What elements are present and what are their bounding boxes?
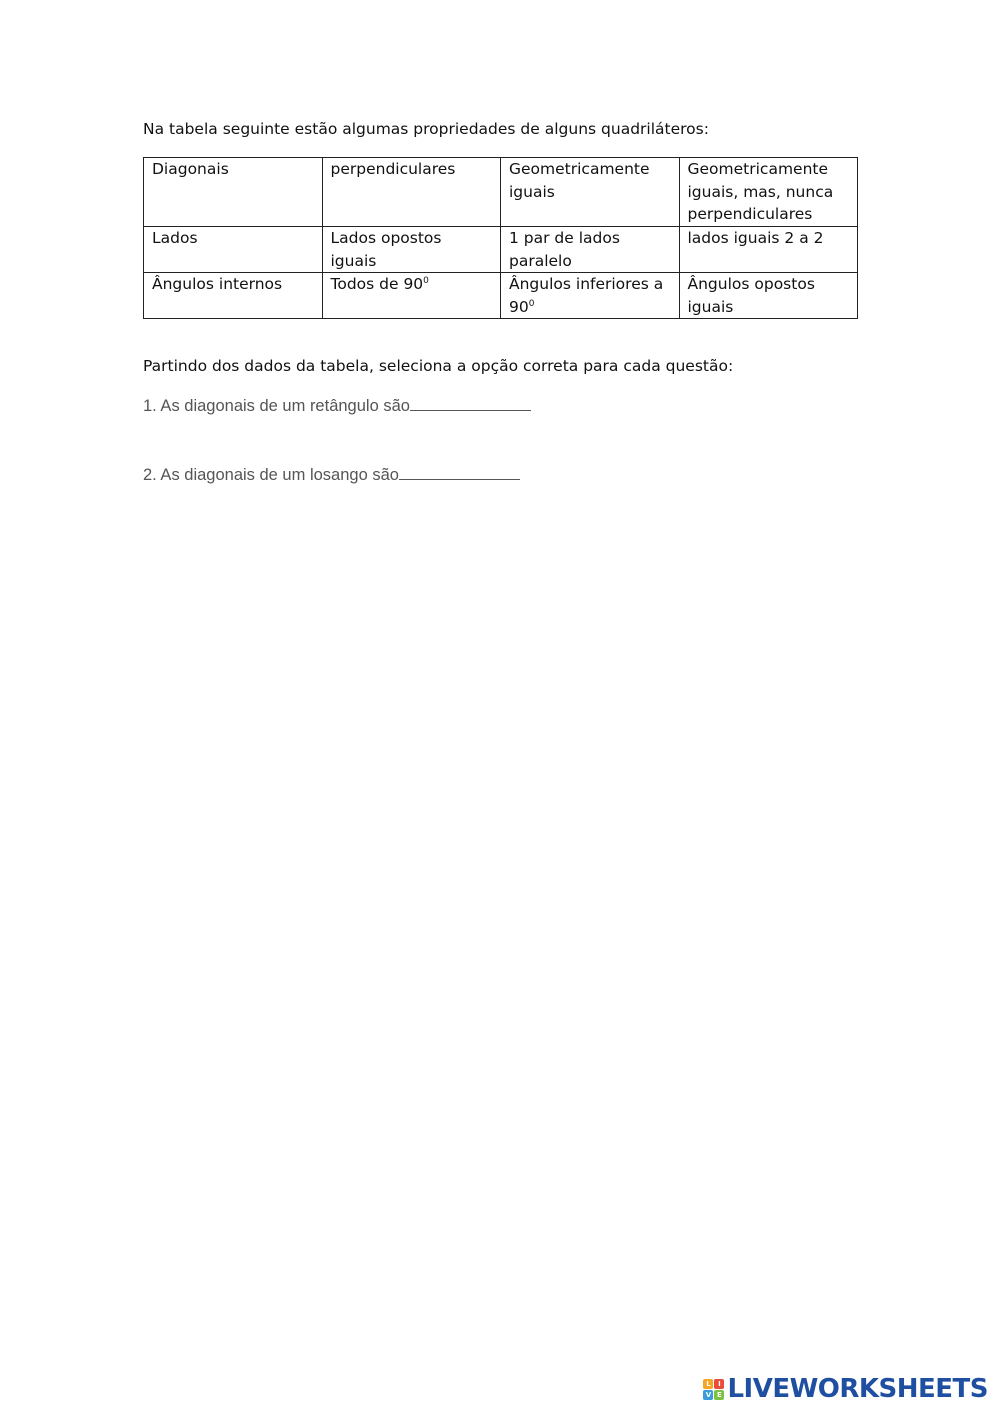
logo-tile: E xyxy=(714,1390,724,1400)
table-cell: lados iguais 2 a 2 xyxy=(679,227,858,273)
table-cell: 1 par de lados paralelo xyxy=(501,227,680,273)
question-text: 2. As diagonais de um losango são xyxy=(143,466,399,484)
row-label: Ângulos internos xyxy=(144,273,323,319)
row-label: Diagonais xyxy=(144,158,323,227)
properties-table xyxy=(143,157,858,319)
degree-superscript: 0 xyxy=(528,298,535,309)
question-2 xyxy=(143,464,520,485)
question-1 xyxy=(143,395,531,416)
table-row xyxy=(144,273,858,319)
logo-tile: V xyxy=(703,1390,713,1400)
degree-superscript: 0 xyxy=(423,276,429,286)
table-cell xyxy=(501,273,680,319)
brand-name: LIVEWORKSHEETS xyxy=(727,1374,988,1404)
cell-text: Ângulos inferiores a 90 xyxy=(509,275,664,316)
table-cell: Lados opostos iguais xyxy=(322,227,501,273)
intro-text: Na tabela seguinte estão algumas propriedades de alguns quadriláteros: xyxy=(143,120,709,138)
logo-tile: I xyxy=(714,1379,724,1389)
answer-blank[interactable] xyxy=(410,395,531,411)
brand-logo-icon xyxy=(703,1379,724,1400)
table-cell: Geometricamente iguais, mas, nunca perpendiculares xyxy=(679,158,858,227)
table-cell: Ângulos opostos iguais xyxy=(679,273,858,319)
row-label: Lados xyxy=(144,227,323,273)
question-text: 1. As diagonais de um retângulo são xyxy=(143,397,410,415)
table-row xyxy=(144,227,858,273)
instruction-text: Partindo dos dados da tabela, seleciona a opção correta para cada questão: xyxy=(143,357,734,375)
liveworksheets-logo xyxy=(703,1374,988,1404)
cell-text: Todos de 90 xyxy=(330,275,424,293)
table-cell: perpendiculares xyxy=(322,158,501,227)
logo-tile: L xyxy=(703,1379,713,1389)
table-cell: Geometricamente iguais xyxy=(501,158,680,227)
table-row xyxy=(144,158,858,227)
answer-blank[interactable] xyxy=(399,464,520,480)
table-cell xyxy=(322,273,501,319)
